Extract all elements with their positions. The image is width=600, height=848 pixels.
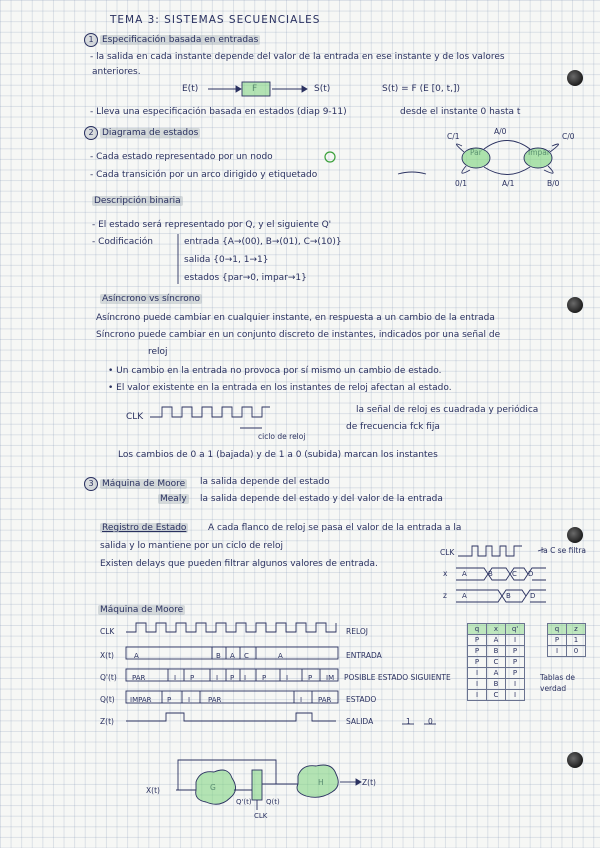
row-label: CLK [100, 627, 115, 636]
x-value: B [216, 652, 221, 660]
row-desc: RELOJ [346, 627, 368, 636]
q-value: PAR [208, 696, 222, 704]
z-timing-wave [126, 713, 336, 721]
section-number: 1 [84, 33, 98, 47]
mealy-desc: la salida depende del estado y del valor de la entrada [200, 494, 443, 504]
clk-label: CLK [126, 412, 144, 422]
cell: P [468, 657, 487, 668]
cell: P [506, 657, 525, 668]
cell: I [548, 646, 567, 657]
cell: B [487, 679, 506, 690]
arrow-head [236, 86, 241, 92]
clk-note2: de frecuencia fck fija [346, 422, 440, 432]
arc-label: C/1 [447, 132, 460, 141]
cell: P [468, 646, 487, 657]
arc-label: A/0 [494, 127, 507, 136]
q-value: P [167, 696, 172, 704]
cell: P [548, 635, 567, 646]
small-clk-label: CLK [440, 548, 455, 557]
state-impar [524, 148, 552, 168]
small-x-label: x [443, 569, 448, 578]
s3-l1: Asíncrono puede cambiar en cualquier instante, en respuesta a un cambio de la entrada [96, 313, 495, 323]
eq-formula: S(t) = F (E [0, t,]) [382, 84, 460, 94]
s2-line2: - Cada transición por un arco dirigido y etiquetado [90, 170, 318, 180]
wave-value: D [530, 592, 536, 600]
qn-value: IM [326, 674, 335, 682]
row-label: Z(t) [100, 717, 114, 726]
s3-l4: • Un cambio en la entrada no provoca por sí mismo un cambio de estado. [108, 366, 442, 376]
s3-l6: Los cambios de 0 a 1 (bajada) y de 1 a 0 (subida) marcan los instantes [118, 450, 438, 460]
qn-value: I [216, 674, 219, 682]
q-value: I [188, 696, 191, 704]
note-arrow [538, 549, 544, 551]
cell: P [506, 668, 525, 679]
arc-example [398, 172, 426, 174]
s1-line3: - Lleva una especificación basada en estados (diap 9-11) [90, 107, 347, 117]
arrow-head [302, 86, 307, 92]
x-value: C [244, 652, 249, 660]
qn-value: I [244, 674, 247, 682]
logic-h [297, 765, 338, 797]
s2-line1: - Cada estado representado por un nodo [90, 152, 273, 162]
block-clk-label: CLK [254, 812, 268, 820]
block-input-label: X(t) [146, 786, 160, 795]
q-bus [126, 691, 338, 703]
cell: I [468, 668, 487, 679]
z-wave [502, 590, 526, 602]
qn-value: P [190, 674, 195, 682]
function-box [242, 82, 270, 96]
row-desc: ENTRADA [346, 651, 382, 660]
s1-line3b: desde el instante 0 hasta t [400, 107, 521, 117]
reg-line3: Existen delays que pueden filtrar algunos valores de entrada. [100, 559, 378, 569]
node-example [325, 152, 335, 162]
s2-b1: - El estado será representado por Q, y el siguiente Q' [92, 220, 332, 230]
q-value: IMPAR [130, 696, 152, 704]
header-cell: q [468, 624, 487, 635]
arc-label: C/0 [562, 132, 575, 141]
heading-text: Especificación basada en entradas [102, 35, 259, 45]
small-z-label: z [443, 591, 447, 600]
heading-text: Máquina de Moore [102, 479, 186, 489]
qn-value: I [286, 674, 289, 682]
cell: 0 [567, 646, 586, 657]
salida-value: 0 [428, 717, 433, 726]
state-register [252, 770, 262, 800]
q-value: I [300, 696, 303, 704]
header-cell: z [567, 624, 586, 635]
header-cell: q' [506, 624, 525, 635]
x-value: A [230, 652, 235, 660]
x-wave [456, 568, 488, 580]
logic-g [196, 770, 236, 804]
block-output-label: Z(t) [362, 778, 376, 787]
heading-text: Registro de Estado [102, 523, 187, 533]
heading-text: Descripción binaria [94, 196, 181, 206]
cell: I [506, 635, 525, 646]
x-value: A [134, 652, 139, 660]
s2-b2: - Codificación [92, 237, 153, 247]
block-q-label: Q(t) [266, 798, 280, 806]
cell: C [487, 657, 506, 668]
transition-arc [484, 141, 530, 150]
wave-value: B [506, 592, 511, 600]
x-wave [510, 568, 528, 580]
row-label: Q(t) [100, 695, 115, 704]
cell: I [506, 690, 525, 701]
s1-line2: anteriores. [92, 67, 141, 77]
s3-l2: Síncrono puede cambiar en un conjunto discreto de instantes, indicados por una señal de [96, 330, 501, 340]
qn-value: PAR [132, 674, 146, 682]
arrow-head [356, 779, 361, 785]
wave-value: C [512, 570, 517, 578]
salida-value: 1 [406, 717, 411, 726]
eq-input: E(t) [182, 84, 199, 94]
cell: I [468, 690, 487, 701]
cell: A [487, 635, 506, 646]
z-wave [456, 590, 502, 602]
wave-value: A [462, 592, 467, 600]
section-number: 3 [84, 477, 98, 491]
cell: 1 [567, 635, 586, 646]
heading-text: Diagrama de estados [102, 128, 199, 138]
row-label: Q'(t) [100, 673, 117, 682]
row-label: X(t) [100, 651, 114, 660]
s3-l3: reloj [148, 347, 168, 357]
cell: A [487, 668, 506, 679]
arc-label: 0/1 [455, 179, 468, 188]
s2-b2b: salida {0→1, 1→1} [184, 255, 269, 265]
clk-note1: la señal de reloj es cuadrada y periódica [356, 405, 539, 415]
wave-value: A [462, 570, 467, 578]
self-loop [456, 144, 464, 152]
eq-output: S(t) [314, 84, 331, 94]
qn-value: I [174, 674, 177, 682]
qn-value: P [308, 674, 313, 682]
filter-note: la C se filtra [541, 546, 587, 555]
x-value: A [278, 652, 283, 660]
row-desc: ESTADO [346, 695, 377, 704]
x-bus [126, 647, 338, 659]
arc-label: B/0 [547, 179, 560, 188]
cell: P [506, 646, 525, 657]
reg-line2: salida y lo mantiene por un ciclo de reloj [100, 541, 283, 551]
qn-value: P [230, 674, 235, 682]
self-loop [544, 166, 553, 173]
timing-clock [126, 623, 336, 632]
s2-b2a: entrada {A→(00), B→(01), C→(10)} [184, 237, 342, 247]
section-number: 2 [84, 126, 98, 140]
cell: I [506, 679, 525, 690]
s1-line1: - la salida en cada instante depende del valor de la entrada en ese instante y de los valores [90, 52, 505, 62]
z-wave [526, 590, 546, 602]
moore-desc: la salida depende del estado [200, 477, 330, 487]
cell: I [468, 679, 487, 690]
cell: P [468, 635, 487, 646]
block-qn-label: Q'(t) [236, 798, 252, 806]
reg-line1: A cada flanco de reloj se pasa el valor de la entrada a la [208, 523, 462, 533]
s3-l5: • El valor existente en la entrada en los instantes de reloj afectan al estado. [108, 383, 452, 393]
qn-bus [126, 669, 338, 681]
x-wave [488, 568, 510, 580]
state-par [462, 148, 490, 168]
page-title: TEMA 3: SISTEMAS SECUENCIALES [110, 14, 321, 26]
wave-value: D [528, 570, 534, 578]
transition-arc [484, 167, 530, 175]
self-loop [550, 144, 559, 152]
clock-waveform [150, 407, 270, 417]
wave-value: B [488, 570, 493, 578]
header-cell: q [548, 624, 567, 635]
cell: C [487, 690, 506, 701]
row-desc: SALIDA [346, 717, 374, 726]
x-wave [528, 568, 546, 580]
q-value: PAR [318, 696, 332, 704]
heading-text: Máquina de Moore [100, 605, 184, 615]
mealy-text: Mealy [160, 494, 187, 504]
arc-label: A/1 [502, 179, 515, 188]
cell: B [487, 646, 506, 657]
row-desc: POSIBLE ESTADO SIGUIENTE [344, 673, 451, 682]
header-cell: x [487, 624, 506, 635]
s2-b2c: estados {par→0, impar→1} [184, 273, 307, 283]
small-clk-wave [458, 546, 522, 556]
cycle-label: ciclo de reloj [258, 432, 306, 441]
qn-value: P [262, 674, 267, 682]
heading-text: Asíncrono vs síncrono [102, 294, 201, 304]
truth-table-note: Tablas de verdad [540, 673, 576, 693]
